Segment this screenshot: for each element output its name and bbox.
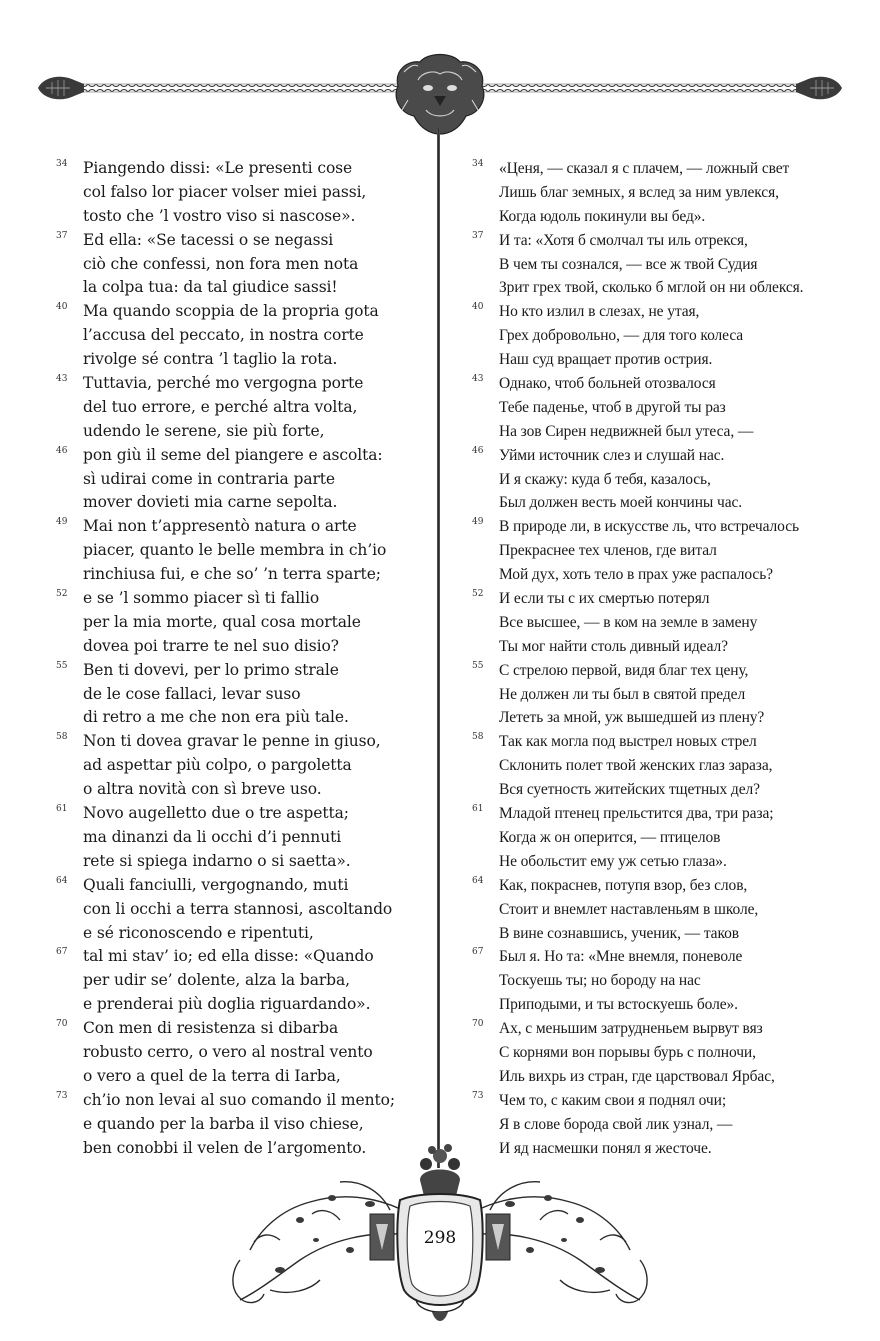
verse-line: Тебе паденье, чтоб в другой ты раз	[499, 398, 726, 416]
verse-line: e sé riconoscendo e ripentuti,	[83, 923, 314, 942]
verse-line: Con men di resistenza si dibarba	[83, 1019, 339, 1038]
tercet	[472, 515, 852, 587]
verse-line: Уйми источник слез и слушай нас.	[499, 446, 725, 464]
verse-number: 52	[472, 589, 484, 600]
verse-line: Лишь благ земных, я вслед за ним увлекся,	[499, 183, 779, 201]
page-number: 298	[419, 1225, 461, 1251]
verse-line: Ах, с меньшим затрудненьем вырвут вяз	[499, 1020, 763, 1038]
verse-line: Чем то, с каким свои я поднял очи;	[499, 1091, 727, 1109]
verse-line: Как, покраснев, потупя взор, без слов,	[499, 876, 748, 894]
verse-line: Склонить полет твой женских глаз зараза,	[499, 757, 773, 775]
verse-line: Quali fanciulli, vergognando, muti	[83, 875, 349, 894]
verse-line: На зов Сирен недвижней был утеса, —	[499, 422, 754, 440]
verse-number: 58	[56, 732, 68, 743]
tercet	[56, 229, 426, 301]
verse-line: И яд насмешки понял я жесточе.	[499, 1139, 712, 1157]
verse-number: 70	[56, 1019, 68, 1030]
verse-number: 43	[472, 374, 484, 385]
verse-line: piacer, quanto le belle membra in ch’io	[83, 541, 387, 560]
verse-number: 64	[56, 875, 68, 886]
verse-number: 58	[472, 732, 484, 743]
verse-number: 67	[472, 947, 484, 958]
verse-line: Иль вихрь из стран, где царствовал Ярбас,	[499, 1067, 775, 1085]
verse-number: 64	[472, 875, 484, 886]
verse-line: Я в слове борода свой лик узнал, —	[499, 1115, 733, 1133]
verse-line: Mai non t’appresentò natura o arte	[83, 517, 357, 536]
verse-line: Прекраснее тех членов, где витал	[499, 542, 717, 560]
verse-line: rivolge sé contra ’l taglio la rota.	[83, 350, 338, 369]
tercet	[472, 229, 852, 301]
verse-number: 40	[472, 302, 484, 313]
center-divider-rule	[437, 128, 440, 1168]
verse-line: di retro a me che non era più tale.	[83, 708, 349, 727]
verse-number: 73	[472, 1090, 484, 1101]
verse-line: Лететь за мной, уж вышедшей из плену?	[499, 709, 765, 727]
finial-right-icon	[796, 77, 842, 100]
verse-line: e quando per la barba il viso chiese,	[83, 1114, 364, 1133]
tercet	[472, 730, 852, 802]
verse-line: con li occhi a terra stannosi, ascoltando	[83, 899, 393, 918]
verse-line: per udir se’ dolente, alza la barba,	[83, 971, 350, 990]
verse-line: e se ’l sommo piacer sì ti fallio	[83, 589, 320, 608]
verse-line: И та: «Хотя б смолчал ты иль отрекся,	[499, 231, 748, 249]
tercet	[56, 300, 426, 372]
verse-line: Однако, чтоб больней отозвалося	[499, 375, 716, 393]
verse-line: del tuo errore, e perché altra volta,	[83, 397, 358, 416]
chain-rod-right	[478, 84, 800, 92]
verse-line: ma dinanzi da li occhi d’i pennuti	[83, 827, 342, 846]
verse-number: 73	[56, 1090, 68, 1101]
verse-line: «Ценя, — сказал я с плачем, — ложный свет	[499, 160, 790, 177]
verse-line: tosto che ’l vostro viso si nascose».	[83, 206, 356, 225]
verse-line: o vero a quel de la terra di Iarba,	[83, 1066, 341, 1085]
verse-number: 46	[56, 445, 68, 456]
tercet	[56, 1017, 426, 1089]
verse-number: 40	[56, 302, 68, 313]
verse-line: Не обольстит ему уж сетью глаза».	[499, 852, 727, 870]
verse-number: 34	[472, 159, 484, 169]
verse-number: 67	[56, 947, 68, 958]
verse-number: 70	[472, 1019, 484, 1030]
verse-line: per la mia morte, qual cosa mortale	[83, 612, 361, 631]
verse-number: 61	[472, 804, 484, 815]
verse-line: robusto cerro, o vero al nostral vento	[83, 1042, 373, 1061]
tercet	[472, 802, 852, 874]
tercet	[472, 587, 852, 659]
russian-column	[472, 157, 852, 1160]
verse-line: Мой дух, хоть тело в прах уже распалось?	[499, 566, 773, 584]
verse-line: С стрелою первой, видя благ тех цену,	[499, 661, 749, 679]
verse-line: Ed ella: «Se tacessi o se negassi	[83, 230, 334, 249]
verse-line: Младой птенец прельстится два, три раза;	[499, 805, 774, 823]
verse-number: 34	[56, 159, 68, 169]
verse-line: Стоит и внемлет наставленьям в школе,	[499, 900, 759, 918]
verse-line: И если ты с их смертью потерял	[499, 590, 710, 608]
verse-line: Был я. Но та: «Мне внемля, поневоле	[499, 948, 743, 966]
verse-line: la colpa tua: da tal giudice sassi!	[83, 278, 338, 297]
tercet	[56, 444, 426, 516]
verse-line: Так как могла под выстрел новых стрел	[499, 733, 757, 751]
tercet	[472, 444, 852, 516]
verse-number: 61	[56, 804, 68, 815]
verse-number: 52	[56, 589, 68, 600]
header-ornament	[0, 0, 880, 160]
cartouche-frame-icon	[370, 1194, 510, 1321]
tercet	[56, 802, 426, 874]
verse-line: Вся суетность житейских тщетных дел?	[499, 781, 760, 799]
verse-number: 55	[472, 660, 484, 671]
tercet	[56, 587, 426, 659]
tercet	[56, 157, 426, 229]
verse-line: В вине сознавшись, ученик, — таков	[499, 924, 739, 942]
verse-line: de le cose fallaci, levar suso	[83, 684, 301, 703]
tercet	[56, 730, 426, 802]
verse-line: ch’io non levai al suo comando il mento;	[83, 1090, 395, 1109]
tercet	[472, 945, 852, 1017]
tercet	[472, 874, 852, 946]
verse-number: 37	[472, 230, 484, 241]
verse-number: 37	[56, 230, 68, 241]
verse-line: mover dovieti mia carne sepolta.	[83, 493, 338, 512]
tercet	[472, 1017, 852, 1089]
tercet	[56, 874, 426, 946]
verse-line: Когда юдоль покинули вы бед».	[499, 207, 706, 225]
verse-line: Грех добровольно, — для того колеса	[499, 327, 744, 345]
verse-line: Тоскуешь ты; но бороду на нас	[499, 972, 701, 990]
verse-line: Не должен ли ты был в святой предел	[499, 685, 746, 703]
verse-line: Novo augelletto due o tre aspetta;	[83, 804, 349, 823]
tercet	[56, 515, 426, 587]
lion-mask-icon	[396, 55, 484, 135]
verse-number: 55	[56, 660, 68, 671]
italian-column	[56, 157, 426, 1160]
verse-number: 49	[56, 517, 68, 528]
verse-line: ciò che confessi, non fora men nota	[83, 254, 359, 273]
verse-line: l’accusa del peccato, in nostra corte	[83, 326, 364, 345]
verse-line: o altra novità con sì breve uso.	[83, 780, 322, 799]
verse-line: rinchiusa fui, e che so’ ’n terra sparte;	[83, 565, 381, 584]
verse-line: Приподыми, и ты встоскуешь боле».	[499, 996, 738, 1014]
verse-line: Был должен весть моей кончины час.	[499, 494, 743, 512]
verse-line: sì udirai come in contraria parte	[83, 469, 335, 488]
verse-line: Зрит грех твой, сколько б мглой он ни облекся.	[499, 279, 804, 297]
verse-line: col falso lor piacer volser miei passi,	[83, 182, 367, 201]
verse-line: ad aspettar più colpo, o pargoletta	[83, 756, 352, 775]
verse-line: В чем ты сознался, — все ж твой Судия	[499, 255, 758, 273]
verse-line: tal mi stav’ io; ed ella disse: «Quando	[83, 947, 374, 966]
verse-line: Tuttavia, perché mo vergogna porte	[83, 374, 364, 393]
verse-line: Non ti dovea gravar le penne in giuso,	[83, 732, 381, 751]
verse-line: Когда ж он оперится, — птицелов	[499, 828, 721, 846]
verse-line: Наш суд вращает против острия.	[499, 351, 713, 369]
verse-line: С корнями вон порывы бурь с полночи,	[499, 1043, 756, 1061]
verse-line: dovea poi trarre te nel suo disio?	[83, 636, 339, 655]
verse-line: Ma quando scoppia de la propria gota	[83, 302, 379, 321]
basket-of-flowers-icon	[420, 1144, 460, 1196]
verse-line: Ben ti dovevi, per lo primo strale	[83, 660, 339, 679]
verse-line: rete si spiega indarno o si saetta».	[83, 851, 351, 870]
tercet	[472, 659, 852, 731]
verse-line: udendo le serene, sie più forte,	[83, 421, 325, 440]
verse-line: Piangendo dissi: «Le presenti cose	[83, 159, 353, 177]
tercet	[56, 945, 426, 1017]
verse-line: И я скажу: куда б тебя, казалось,	[499, 470, 711, 488]
verse-number: 43	[56, 374, 68, 385]
tercet	[472, 300, 852, 372]
tercet	[56, 659, 426, 731]
verse-line: pon giù il seme del piangere e ascolta:	[83, 445, 383, 464]
chain-rod-left	[80, 84, 400, 92]
finial-left-icon	[38, 77, 84, 100]
tercet	[472, 372, 852, 444]
verse-line: ben conobbi il velen de l’argomento.	[83, 1138, 367, 1157]
verse-line: e prenderai più doglia riguardando».	[83, 995, 371, 1014]
verse-line: Но кто излил в слезах, не утая,	[499, 303, 700, 321]
verse-line: Все высшее, — в ком на земле в замену	[499, 613, 758, 631]
verse-number: 49	[472, 517, 484, 528]
tercet	[56, 372, 426, 444]
verse-line: В природе ли, в искусстве ль, что встречалось	[499, 518, 799, 536]
verse-number: 46	[472, 445, 484, 456]
tercet	[472, 157, 852, 229]
verse-line: Ты мог найти столь дивный идеал?	[499, 637, 728, 655]
